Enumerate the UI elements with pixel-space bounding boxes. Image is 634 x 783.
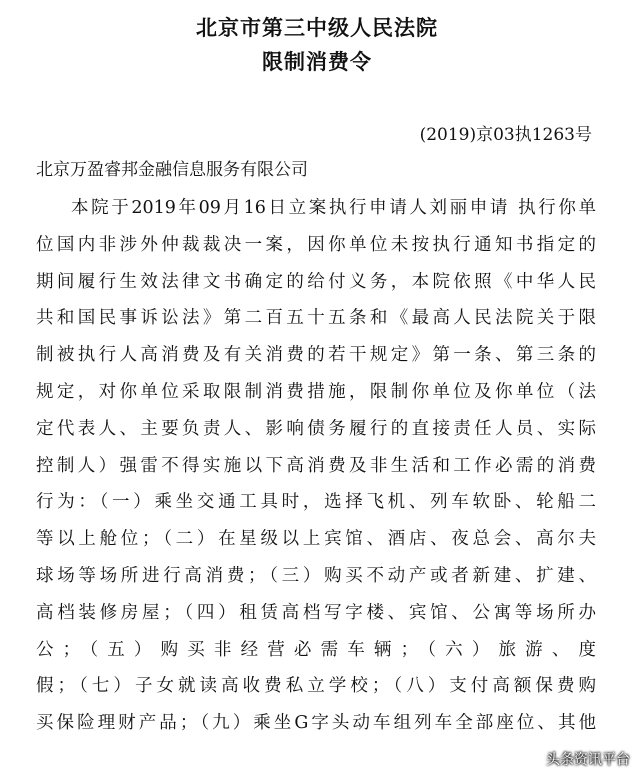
body-line: 假；（七）子女就读高收费私立学校；（八）支付高额保费购 — [36, 676, 596, 697]
body-line: 位国内非涉外仲裁裁决一案，因你单位未按执行通知书指定的 — [36, 234, 596, 255]
body-line: 买保险理财产品；（九）乘坐G字头动车组列车全部座位、其他 — [36, 713, 596, 734]
body-line: 制被执行人高消费及有关消费的若干规定》第一条、第三条的 — [36, 345, 596, 366]
body-line: 本院于2019年09月16日立案执行申请人刘丽申请 执行你单 — [71, 198, 596, 218]
document-body — [36, 190, 596, 742]
headline-logo-icon — [518, 750, 540, 768]
court-name: 北京市第三中级人民法院 — [196, 16, 438, 40]
document-title: 限制消费令 — [262, 50, 372, 74]
body-line: 公；（五）购买非经营必需车辆；（六）旅游、度 — [36, 639, 596, 660]
watermark-text: 头条资讯平台 — [546, 752, 630, 768]
body-line: 高档装修房屋；（四）租赁高档写字楼、宾馆、公寓等场所办 — [36, 602, 596, 623]
body-line: 共和国民事诉讼法》第二百五十五条和《最高人民法院关于限 — [36, 308, 596, 329]
body-line: 期间履行生效法律文书确定的给付义务，本院依照《中华人民 — [36, 271, 596, 292]
case-number: (2019)京03执1263号 — [419, 125, 592, 145]
watermark — [518, 749, 630, 769]
body-line: 球场等场所进行高消费；（三）购买不动产或者新建、扩建、 — [36, 565, 596, 586]
body-line: 等以上舱位；（二）在星级以上宾馆、酒店、夜总会、高尔夫 — [36, 529, 596, 550]
body-line: 行为：（一）乘坐交通工具时，选择飞机、列车软卧、轮船二 — [36, 492, 596, 513]
body-line: 规定，对你单位采取限制消费措施，限制你单位及你单位（法 — [36, 381, 596, 402]
addressee: 北京万盈睿邦金融信息服务有限公司 — [36, 160, 308, 180]
body-line: 定代表人、主要负责人、影响债务履行的直接责任人员、实际 — [36, 418, 596, 439]
body-line: 控制人）强雷不得实施以下高消费及非生活和工作必需的消费 — [36, 455, 596, 476]
